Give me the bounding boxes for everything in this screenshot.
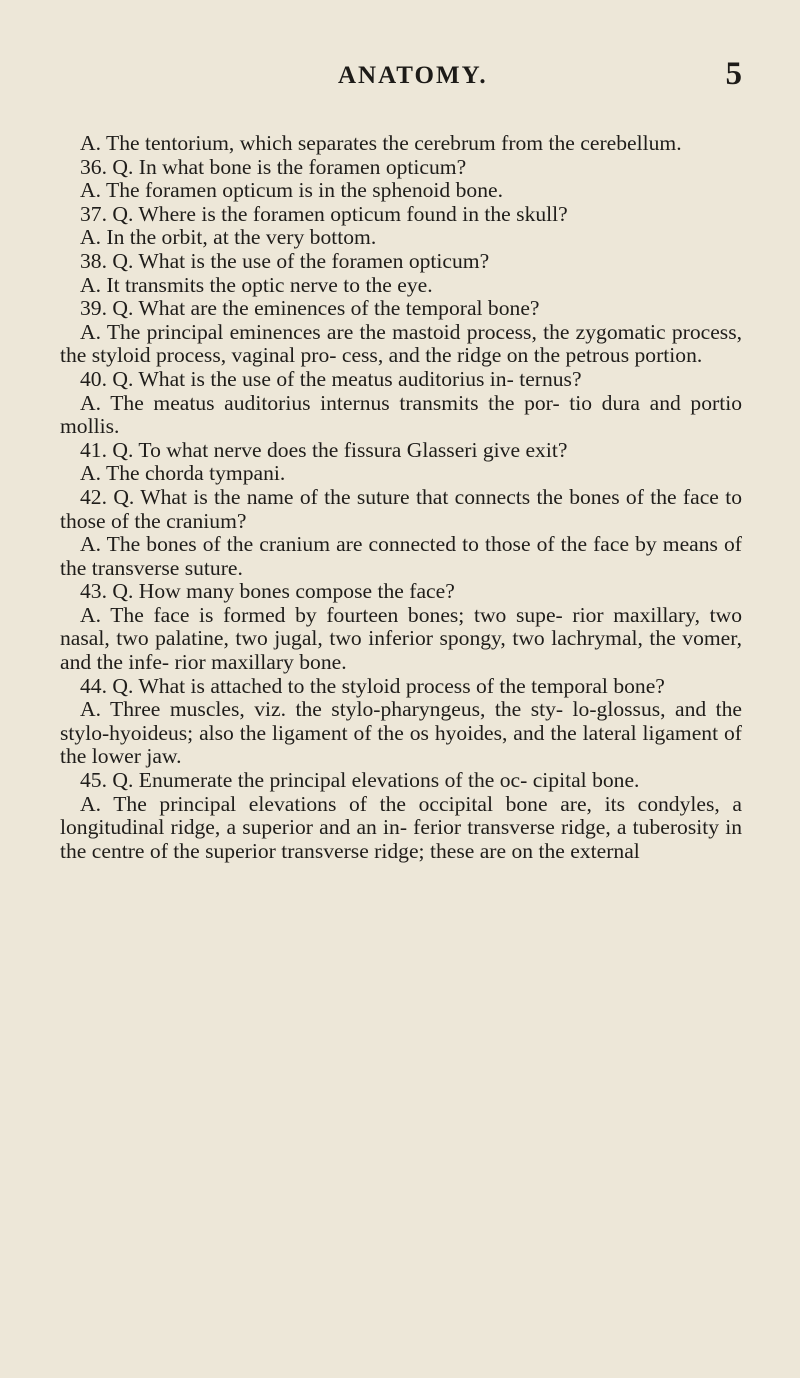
paragraph: 38. Q. What is the use of the foramen opticum? bbox=[80, 248, 490, 273]
paragraph: 45. Q. Enumerate the principal elevations of the oc- cipital bone. bbox=[80, 768, 640, 793]
paragraph: A. In the orbit, at the very bottom. bbox=[80, 225, 377, 250]
paragraph: 39. Q. What are the eminences of the temporal bone? bbox=[80, 296, 540, 321]
paragraph: 37. Q. Where is the foramen opticum found in the skull? bbox=[80, 201, 568, 226]
paragraph: 40. Q. What is the use of the meatus auditorius in- ternus? bbox=[80, 366, 582, 391]
paragraph: A. The face is formed by fourteen bones; two supe- rior maxillary, two nasal, two palatine, two jugal, two inferior spongy, two lachrymal, the vomer, and the infe- rior maxillary bone. bbox=[60, 602, 742, 675]
paragraph: A. The principal eminences are the mastoid process, the zygomatic process, the styloid process, vaginal pro- cess, and the ridge on the petrous portion. bbox=[60, 319, 742, 368]
paragraph: A. Three muscles, viz. the stylo-pharyngeus, the sty- lo-glossus, and the stylo-hyoideus; also the ligament of the os hyoides, and the lateral ligament of the lower jaw. bbox=[60, 697, 742, 769]
paragraph: 36. Q. In what bone is the foramen opticum? bbox=[80, 154, 467, 179]
paragraph: 43. Q. How many bones compose the face? bbox=[80, 579, 455, 604]
paragraph: A. It transmits the optic nerve to the eye. bbox=[80, 272, 433, 297]
paragraph: A. The principal elevations of the occipital bone are, its condyles, a longitudinal ridge, a superior and an in- ferior transverse ridge, a tuberosity in the centre of the superior transverse ridge; these are on the external bbox=[60, 791, 742, 863]
text-body bbox=[60, 132, 742, 863]
paragraph: 44. Q. What is attached to the styloid process of the temporal bone? bbox=[80, 673, 665, 698]
paragraph: A. The bones of the cranium are connected to those of the face by means of the transverse suture. bbox=[60, 532, 742, 580]
running-head: ANATOMY. bbox=[338, 62, 488, 89]
paragraph: 41. Q. To what nerve does the fissura Glasseri give exit? bbox=[80, 437, 568, 462]
paragraph: A. The tentorium, which separates the cerebrum from the cerebellum. bbox=[80, 131, 682, 155]
page-header bbox=[60, 56, 742, 102]
paragraph: A. The foramen opticum is in the sphenoid bone. bbox=[80, 178, 503, 203]
paragraph: A. The meatus auditorius internus transmits the por- tio dura and portio mollis. bbox=[60, 390, 742, 439]
paragraph: A. The chorda tympani. bbox=[80, 461, 286, 486]
page-number: 5 bbox=[725, 56, 742, 92]
paragraph: 42. Q. What is the name of the suture that connects the bones of the face to those of the cranium? bbox=[60, 484, 742, 533]
